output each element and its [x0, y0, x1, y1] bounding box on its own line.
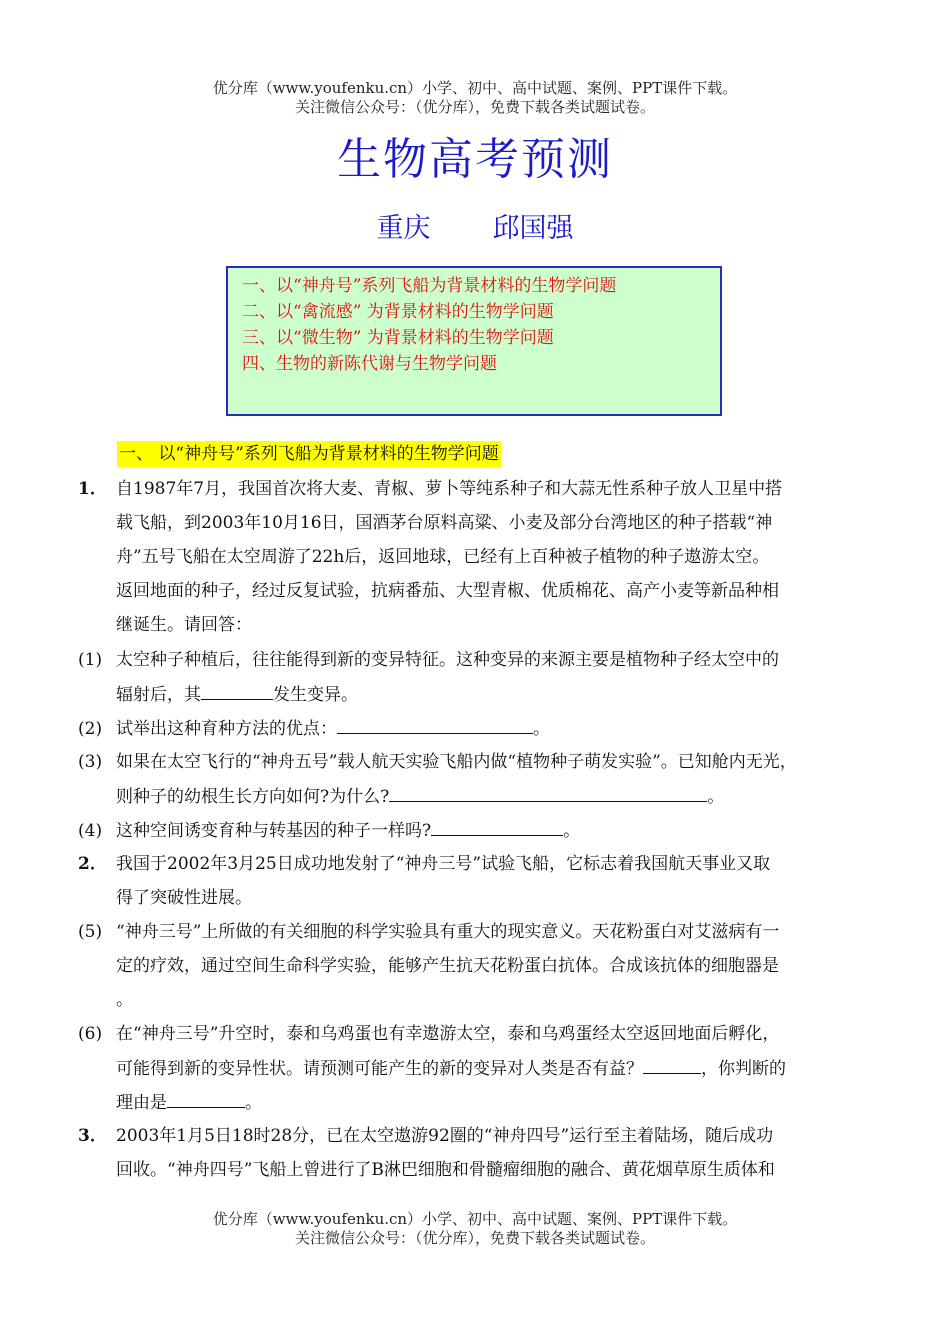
- subquestion-5: [78, 919, 779, 945]
- question-1-line: [78, 476, 782, 502]
- question-1-line: 舟”五号飞船在太空周游了22h后，返回地球，已经有上百种被子植物的种子遨游太空。: [116, 547, 770, 567]
- subquestion-number: (4): [78, 821, 103, 841]
- document-title: 生物高考预测: [337, 134, 613, 185]
- subquestion-6-line: [116, 1089, 262, 1116]
- text: 。: [245, 1093, 262, 1113]
- question-2-line: [78, 851, 770, 877]
- toc-item: 四、生物的新陈代谢与生物学问题: [242, 354, 497, 374]
- subquestion-5-line: 定的疗效，通过空间生命科学实验，能够产生抗天花粉蛋白抗体。合成该抗体的细胞器是: [116, 956, 779, 976]
- text: 理由是: [116, 1093, 167, 1113]
- question-text: 自1987年7月，我国首次将大麦、青椒、萝卜等纯系种子和大蒜无性系种子放人卫星中搭: [116, 479, 783, 499]
- text: 可能得到新的变异性状。请预测可能产生的新的变异对人类是否有益？: [116, 1059, 643, 1079]
- footer-line-1: 优分库（www.youfenku.cn）小学、初中、高中试题、案例、PPT课件下载。: [212, 1210, 738, 1228]
- author-place: 重庆: [376, 213, 431, 244]
- subquestion-text: 太空种子种植后，往往能得到新的变异特征。这种变异的来源主要是植物种子经太空中的: [116, 650, 779, 670]
- subquestion-1-line: [116, 681, 358, 708]
- section-heading: 一、 以“神舟号”系列飞船为背景材料的生物学问题: [117, 441, 501, 467]
- subquestion-number: (6): [78, 1024, 103, 1044]
- subquestion-1: [78, 647, 779, 673]
- header-line-1: 优分库（www.youfenku.cn）小学、初中、高中试题、案例、PPT课件下载。: [212, 79, 738, 97]
- question-text: 2003年1月5日18时28分，已在太空遨游92圈的“神舟四号”运行至主着陆场，随后成功: [116, 1126, 774, 1146]
- subquestion-4: [78, 817, 580, 844]
- question-1-line: 继诞生。请回答：: [116, 615, 252, 635]
- question-text: 我国于2002年3月25日成功地发射了“神舟三号”试验飞船，它标志着我国航天事业又取: [116, 854, 771, 874]
- subquestion-number: (5): [78, 922, 103, 942]
- toc-item: 三、以“微生物” 为背景材料的生物学问题: [242, 328, 554, 348]
- author-line: [0, 212, 950, 246]
- question-number: 2．: [78, 854, 107, 874]
- text: 试举出这种育种方法的优点：: [116, 719, 337, 739]
- question-number: 1．: [78, 479, 107, 499]
- question-number: 3．: [78, 1126, 107, 1146]
- answer-blank[interactable]: [167, 1089, 245, 1108]
- answer-blank[interactable]: [431, 817, 563, 836]
- question-3-line: [78, 1123, 773, 1149]
- subquestion-3: [78, 749, 797, 775]
- text: 。: [563, 821, 581, 841]
- subquestion-6-line: [116, 1055, 786, 1082]
- question-2-line: 得了突破性进展。: [116, 888, 252, 908]
- answer-blank[interactable]: [337, 715, 533, 734]
- page-footer: [0, 1210, 950, 1248]
- table-of-contents: [226, 266, 722, 416]
- subquestion-5-line: 。: [116, 990, 133, 1010]
- answer-blank[interactable]: [201, 681, 273, 700]
- toc-item: 二、以“禽流感” 为背景材料的生物学问题: [242, 302, 554, 322]
- text: 。: [533, 719, 550, 739]
- text: 辐射后，其: [116, 685, 201, 705]
- text: 。: [707, 787, 725, 807]
- answer-blank[interactable]: [643, 1055, 701, 1074]
- page-header: [0, 79, 950, 117]
- subquestion-6: [78, 1021, 779, 1047]
- text: 发生变异。: [273, 685, 358, 705]
- subquestion-number: (2): [78, 719, 103, 739]
- question-1-line: 返回地面的种子，经过反复试验，抗病番茄、大型青椒、优质棉花、高产小麦等新品种相: [116, 581, 779, 601]
- text: 则种子的幼根生长方向如何?为什么?: [116, 787, 390, 807]
- question-1-line: 载飞船，到2003年10月16日，国酒茅台原料高粱、小麦及部分台湾地区的种子搭载“神: [116, 513, 773, 533]
- subquestion-number: (1): [78, 650, 103, 670]
- text: “神舟三号”上所做的有关细胞的科学实验具有重大的现实意义。天花粉蛋白对艾滋病有一: [116, 922, 780, 942]
- subquestion-number: (3): [78, 752, 103, 772]
- answer-blank[interactable]: [389, 783, 707, 802]
- subquestion-3-line: [116, 783, 724, 810]
- toc-item: 一、以“神舟号”系列飞船为背景材料的生物学问题: [242, 276, 617, 296]
- text: ，你判断的: [701, 1059, 786, 1079]
- text: 在“神舟三号”升空时，泰和乌鸡蛋也有幸遨游太空，泰和乌鸡蛋经太空返回地面后孵化，: [116, 1024, 780, 1044]
- author-name: 邱国强: [492, 213, 574, 244]
- subquestion-2: [78, 715, 550, 742]
- question-3-line: 回收。“神舟四号”飞船上曾进行了B淋巴细胞和骨髓瘤细胞的融合、黄花烟草原生质体和: [116, 1160, 775, 1180]
- header-line-2: 关注微信公众号：（优分库），免费下载各类试题试卷。: [294, 98, 655, 116]
- text: 如果在太空飞行的“神舟五号”载人航天实验飞船内做“植物种子萌发实验”。已知舱内无光，: [116, 752, 797, 772]
- footer-line-2: 关注微信公众号：（优分库），免费下载各类试题试卷。: [294, 1229, 655, 1247]
- text: 这种空间诱变育种与转基因的种子一样吗?: [116, 821, 432, 841]
